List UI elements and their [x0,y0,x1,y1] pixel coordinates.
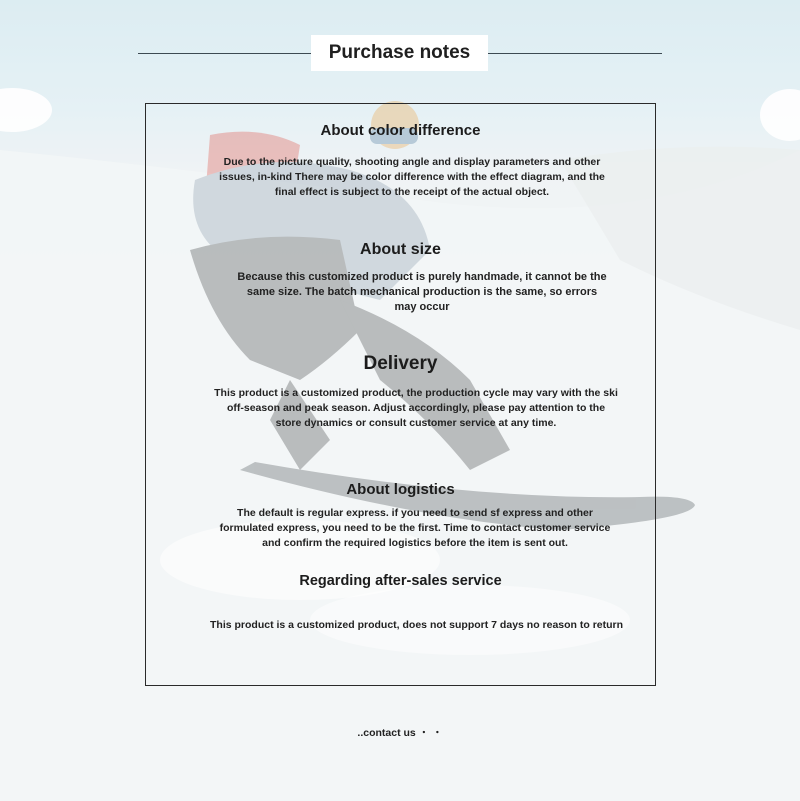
page-title: Purchase notes [311,35,488,71]
section-body-delivery: This product is a customized product, the production cycle may vary with the ski off-season and peak season. Adjust accordingly, please pay attention to the store dynamics or consult customer service at any time. [214,387,618,429]
section-title-delivery: Delivery [363,353,438,374]
section-title-after-sales: Regarding after-sales service [299,573,502,589]
contact-us-link[interactable]: ..contact us ・ ・ [357,727,443,739]
section-body-after-sales: This product is a customized product, does not support 7 days no reason to return [210,619,624,631]
notes-frame [145,103,656,686]
title-rule-left [138,53,312,54]
section-title-logistics: About logistics [346,481,455,498]
section-body-size: Because this customized product is purely handmade, it cannot be the same size. The batch mechanical production is the same, so errors may occur [237,271,607,313]
section-body-color-difference: Due to the picture quality, shooting angle and display parameters and other issues, in-kind There may be color difference with the effect diagram, and the final effect is subject to the receipt of the actual object. [219,156,605,198]
title-rule-right [488,53,662,54]
section-title-color-difference: About color difference [320,122,481,139]
section-title-size: About size [360,241,441,258]
section-body-logistics: The default is regular express. if you need to send sf express and other formulated express, you need to be the first. Time to contact customer service and confirm the required logistics before the item is sent out. [219,507,611,549]
